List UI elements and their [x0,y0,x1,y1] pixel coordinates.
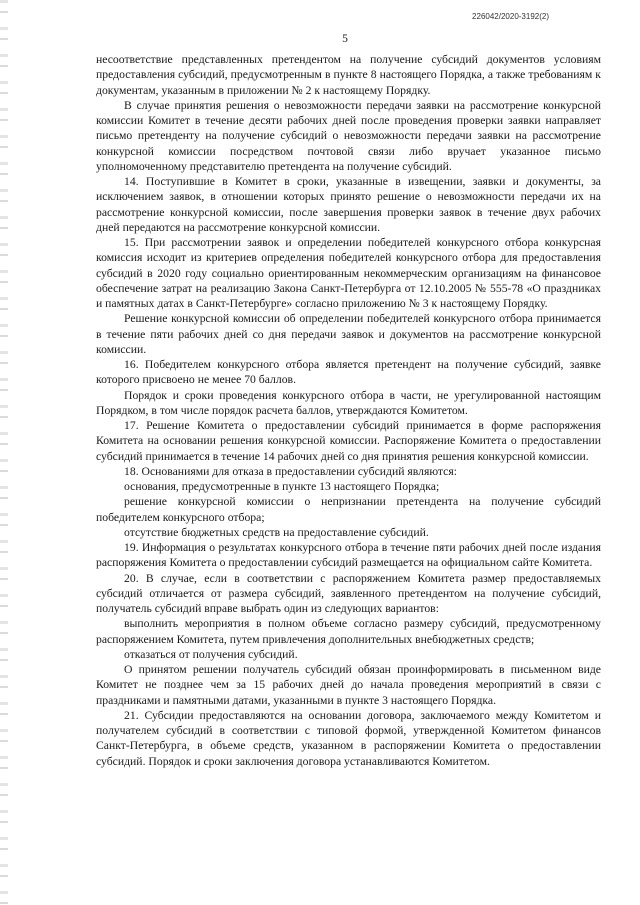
list-item-option: отказаться от получения субсидий. [124,647,298,661]
paragraph-selection-procedure: Порядок и сроки проведения конкурсного отбора в части, не урегулированной настоящим Порядком, в том числе порядок расчета баллов, утверждаются Комитетом. [96,388,601,417]
list-item-refusal-ground: отсутствие бюджетных средств на предоставление субсидий. [124,525,429,539]
paragraph-rejection-notice: В случае принятия решения о невозможности передачи заявки на рассмотрение конкурсной комиссии Комитет в течение десяти рабочих дней после проведения проверки заявки направляет письмо претенденту на получение субсидий о невозможности передачи заявки на рассмотрение конкурсной комиссии посредством почтовой связи либо вручает указанное письмо уполномоченному представителю претендента на получение субсидий. [96,98,601,173]
paragraph-21: 21. Субсидии предоставляются на основании договора, заключаемого между Комитетом и получателем субсидий в соответствии с типовой формой, утвержденной Комитетом финансов Санкт-Петербурга, в объеме средств, указанном в распоряжении Комитета о предоставлении субсидий. Порядок и сроки заключения договора устанавливаются Комитетом. [96,708,601,768]
paragraph-decision-notice: О принятом решении получатель субсидий обязан проинформировать в письменном виде Комитет не позднее чем за 15 рабочих дней до начала проведения мероприятий в связи с праздниками и памятными датами, указанными в пункте 3 настоящего Порядка. [96,663,601,707]
document-registration-number: 226042/2020-3192(2) [472,12,549,21]
paragraph-17: 17. Решение Комитета о предоставлении субсидий принимается в форме распоряжения Комитета на основании решения конкурсной комиссии. Распоряжение Комитета о предоставлении субсидий принимается в течение 14 рабочих дней со дня принятия решения конкурсной комиссии. [96,419,601,463]
list-item-refusal-ground: решение конкурсной комиссии о непризнании претендента на получение субсидий победителем конкурсного отбора; [96,495,601,524]
list-item-option: выполнить мероприятия в полном объеме согласно размеру субсидий, предусмотренному распоряжением Комитета, путем привлечения дополнительных внебюджетных средств; [96,617,601,646]
paragraph-commission-decision: Решение конкурсной комиссии об определении победителей конкурсного отбора принимается в течение пяти рабочих дней со дня передачи заявок и документов на рассмотрение конкурсной комиссии. [96,312,601,356]
page-number: 5 [342,33,348,45]
list-item-refusal-ground: основания, предусмотренные в пункте 13 настоящего Порядка; [124,480,440,493]
paragraph-15: 15. При рассмотрении заявок и определении победителей конкурсного отбора конкурсная комиссия исходит из критериев определения победителей конкурсного отбора для предоставления субсидий в 2020 году социально ориентированным некоммерческим организациям на финансовое обеспечение затрат на реализацию Закона Санкт-Петербурга от 12.10.2005 № 555-78 «О праздниках и памятных датах в Санкт-Петербурге» согласно приложению № 3 к настоящему Порядку. [96,236,601,310]
paragraph-20: 20. В случае, если в соответствии с распоряжением Комитета размер предоставляемых субсидий отличается от размера субсидий, заявленного претендентом на получение субсидий, получатель субсидий вправе выбрать один из следующих вариантов: [96,571,601,615]
paragraph-19: 19. Информация о результатах конкурсного отбора в течение пяти рабочих дней после издания распоряжения Комитета о предоставлении субсидий размещается на официальном сайте Комитета. [96,541,601,570]
paragraph-18: 18. Основаниями для отказа в предоставлении субсидий являются: [124,464,457,478]
paragraph-13-continuation: несоответствие представленных претендентом на получение субсидий документов условиям предоставления субсидий, предусмотренным в пункте 8 настоящего Порядка, а также требованиям к документам, указанным в приложении № 2 к настоящему Порядку. [96,53,601,97]
paragraph-16: 16. Победителем конкурсного отбора является претендент на получение субсидий, заявке которого присвоено не менее 70 баллов. [96,358,601,387]
scan-edge-artifact [0,0,8,905]
paragraph-14: 14. Поступившие в Комитет в сроки, указанные в извещении, заявки и документы, за исключением заявок, в отношении которых принято решение о невозможности передачи их на рассмотрение конкурсной комиссии, после завершения проверки заявок в течение двух рабочих дней передаются на рассмотрение конкурсной комиссии. [96,175,601,234]
document-body [96,52,601,769]
